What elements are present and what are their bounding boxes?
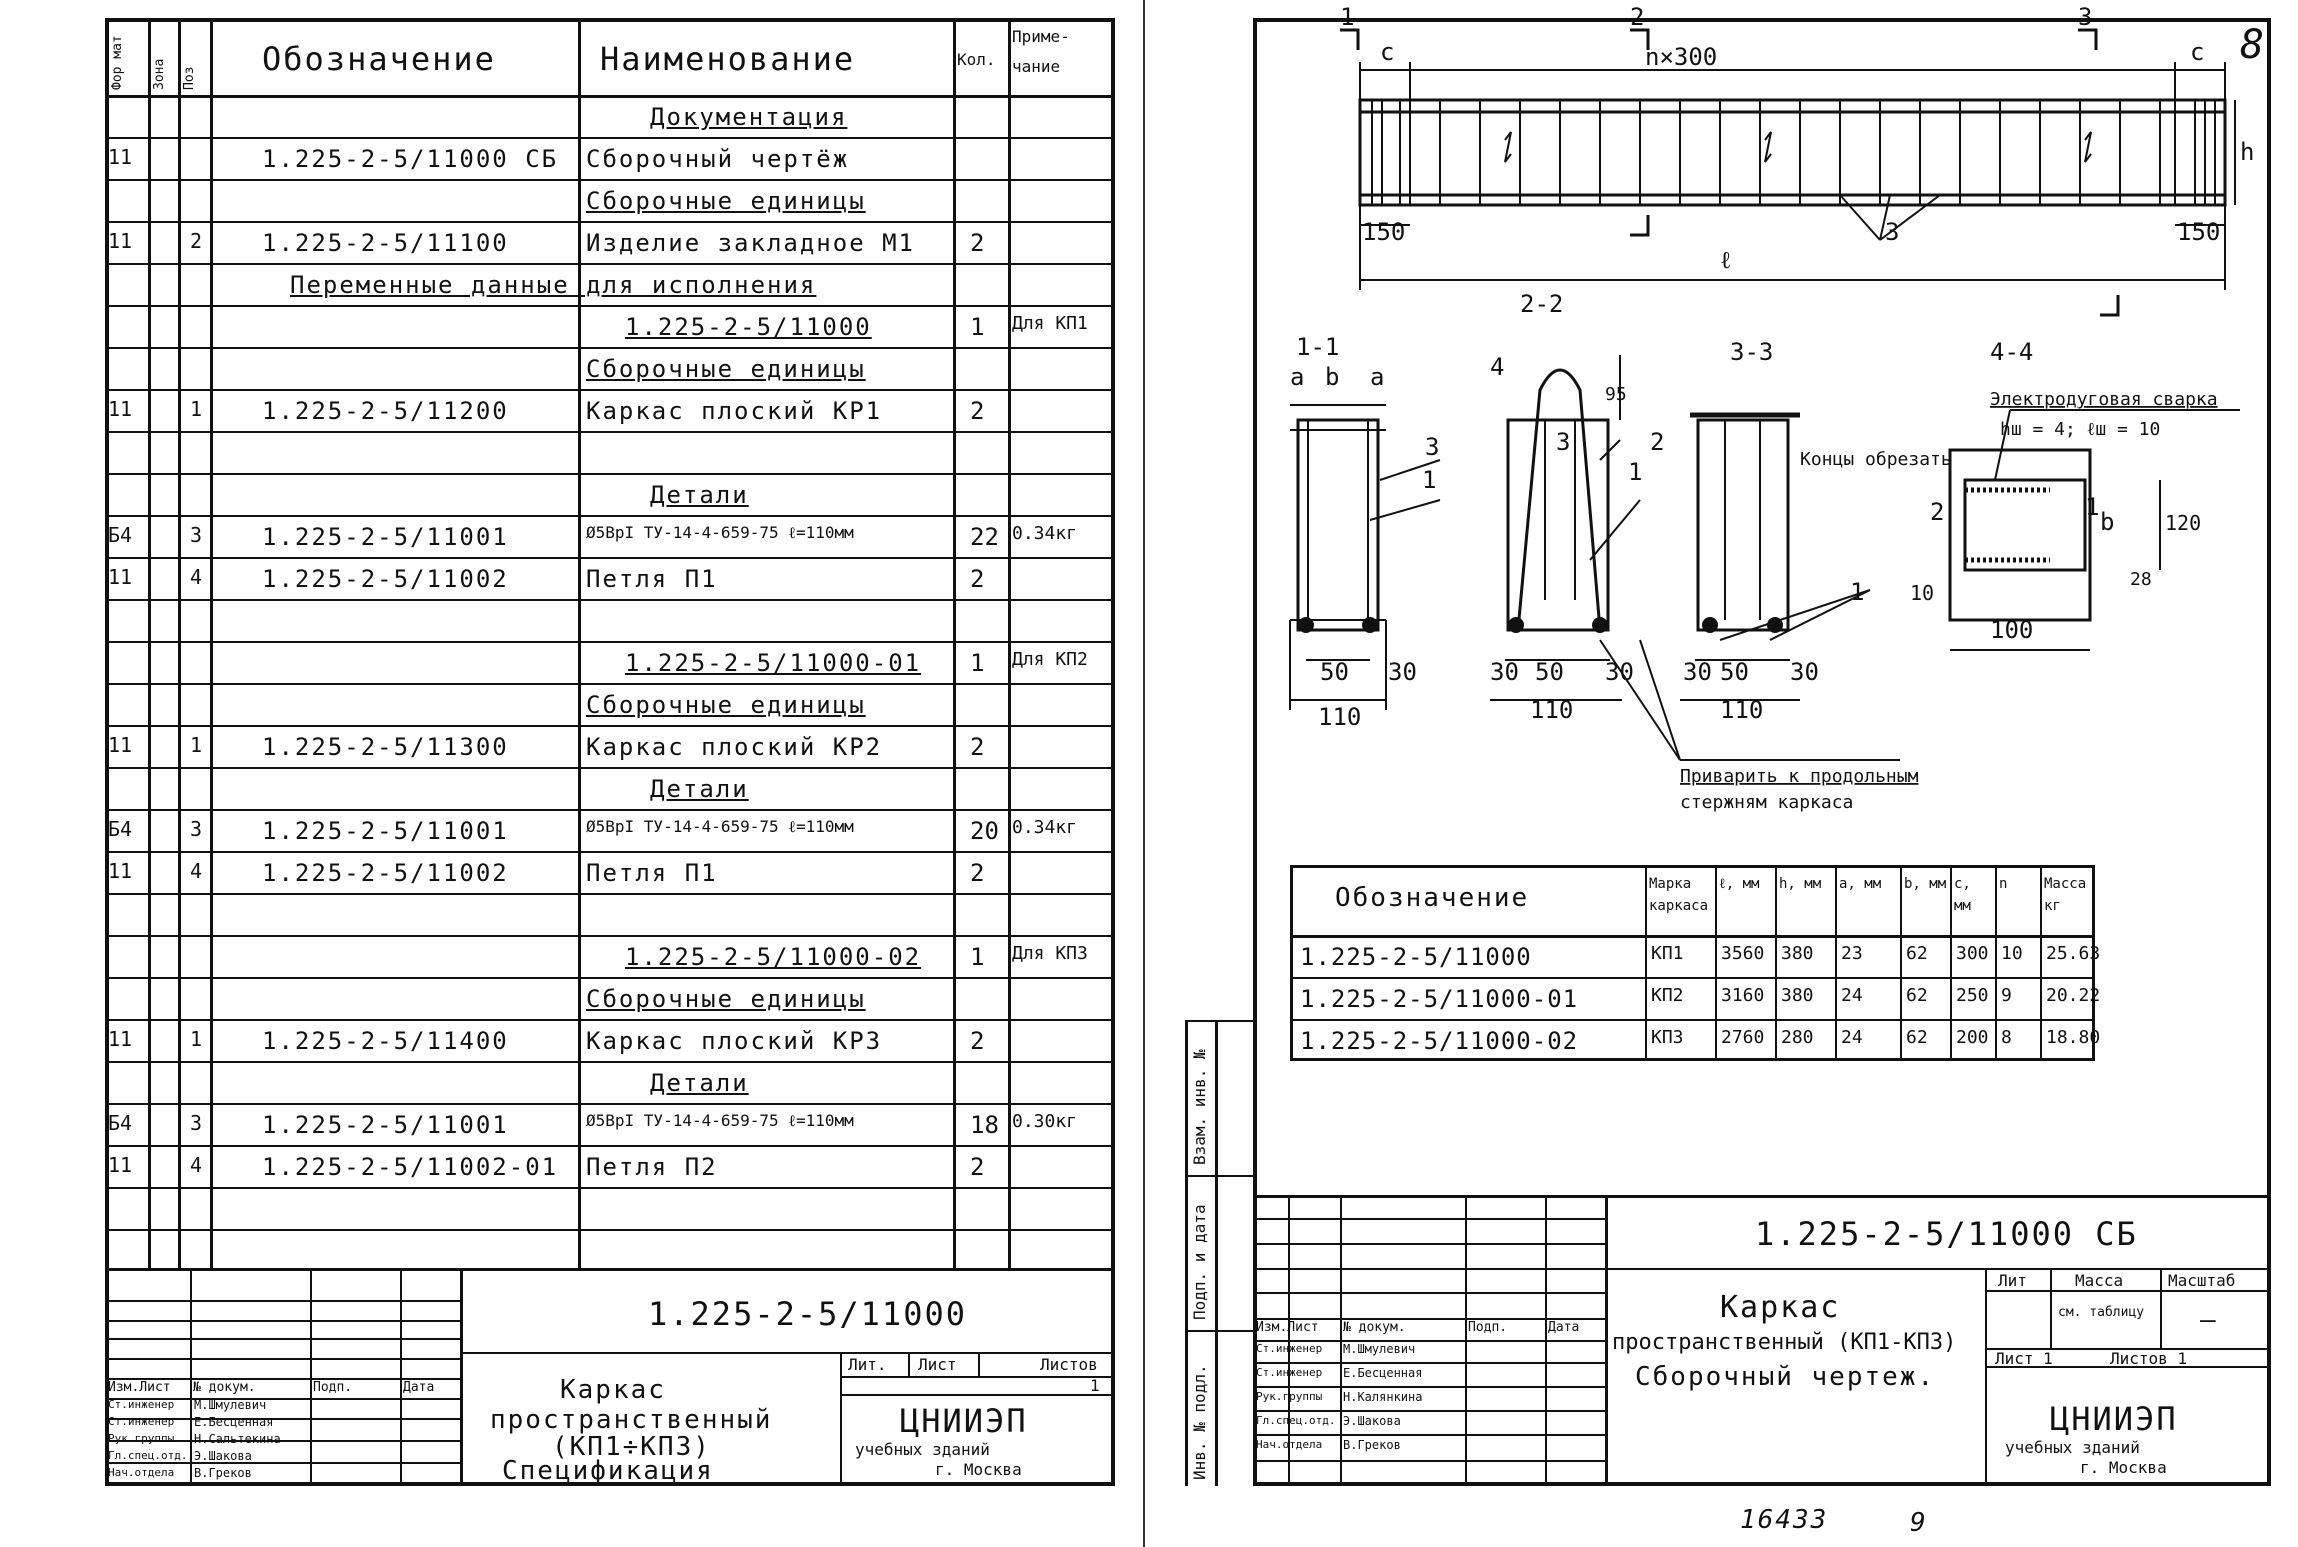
right-stamp-col-header: Дата [1548, 1320, 1580, 1335]
marks-table-designation: 1.225-2-5/11000-02 [1300, 1027, 1579, 1055]
spec-pos: 2 [190, 229, 203, 253]
label-sec2: 2 [1630, 3, 1645, 31]
label-30-c: 30 [1683, 658, 1712, 686]
spec-designation: 1.225-2-5/11001 [262, 817, 509, 845]
right-stamp-role: Рук.группы [1256, 1390, 1323, 1403]
spec-note: 0.34кг [1012, 523, 1078, 544]
weld-note-1: Электродуговая сварка [1990, 389, 2218, 410]
spec-designation: 1.225-2-5/11002 [262, 565, 509, 593]
spec-qty: 2 [970, 229, 985, 257]
left-stamp-role: Нач.отдела [108, 1466, 175, 1479]
spec-pos: 3 [190, 1111, 203, 1135]
right-stamp-person: Э.Шакова [1343, 1414, 1401, 1428]
spec-note: 0.34кг [1012, 817, 1078, 838]
right-stamp-person: В.Греков [1343, 1438, 1401, 1452]
spec-name: Сборочные единицы [586, 187, 866, 215]
marks-table-cell: КП1 [1651, 943, 1684, 964]
label-h: h [2240, 138, 2255, 166]
marks-table-header: Обозначение [1335, 883, 1530, 913]
section-3-3 [1698, 420, 1788, 630]
spec-note: Для КП1 [1012, 313, 1088, 334]
label-l: ℓ [1720, 246, 1732, 274]
label-pos4: 4 [1490, 353, 1505, 381]
spec-qty: 2 [970, 1153, 985, 1181]
right-stamp-person: Н.Калянкина [1343, 1390, 1423, 1404]
left-stamp-person: Е.Бесценная [194, 1415, 274, 1429]
label-section-3-3: 3-3 [1730, 338, 1774, 366]
left-stamp-role: Гл.спец.отд. [108, 1449, 188, 1462]
spec-name: 1.225-2-5/11000-01 [625, 649, 922, 677]
label-50-a: 50 [1320, 658, 1349, 686]
spec-pos: 1 [190, 733, 203, 757]
label-28: 28 [2130, 569, 2152, 590]
marks-table-cell: 24 [1841, 985, 1863, 1006]
spec-name: Каркас плоский КР2 [586, 733, 883, 761]
spec-name: Каркас плоский КР1 [586, 397, 883, 425]
label-b4: b [2100, 508, 2115, 536]
spec-pos: 1 [190, 397, 203, 421]
label-110-a: 110 [1318, 703, 1362, 731]
footer-code: 16433 [1740, 1505, 1829, 1535]
label-n300: n×300 [1645, 43, 1718, 71]
spec-format: 11 [108, 859, 133, 883]
label-30-c2: 30 [1790, 658, 1819, 686]
marks-table-cell: 2760 [1721, 1027, 1765, 1048]
header-designation: Обозначение [262, 40, 496, 78]
right-stamp-scale: Масштаб [2168, 1271, 2236, 1290]
right-stamp-sheet: Лист 1 [1995, 1349, 2053, 1368]
marks-table-header: ℓ, мм [1719, 876, 1760, 892]
spec-name: Петля П1 [586, 859, 718, 887]
right-stamp-col-header: Подп. [1468, 1320, 1508, 1335]
marks-table-cell: 24 [1841, 1027, 1863, 1048]
ends-note: Концы обрезать [1800, 449, 1952, 470]
spec-name: Петля П2 [586, 1153, 718, 1181]
header-pos: Поз [182, 66, 197, 90]
spec-designation: 1.225-2-5/11001 [262, 1111, 509, 1139]
left-stamp-sheets: Листов [1040, 1355, 1098, 1374]
label-a1: a [1290, 363, 1305, 391]
marks-table-cell: 62 [1906, 985, 1928, 1006]
label-a2: a [1370, 363, 1385, 391]
left-stamp-title1: Каркас [560, 1375, 666, 1405]
label-110-b: 110 [1530, 696, 1574, 724]
right-stamp-org1: ЦНИИЭП [2050, 1400, 2178, 1438]
spec-qty: 2 [970, 859, 985, 887]
spec-name: Сборочные единицы [586, 691, 866, 719]
left-stamp-person: Н.Сальтекина [194, 1432, 281, 1446]
marks-table-cell: 200 [1956, 1027, 1989, 1048]
left-stamp-person: Э.Шакова [194, 1449, 252, 1463]
spec-name: Сборочный чертёж [586, 145, 850, 173]
label-10: 10 [1910, 581, 1935, 605]
label-50-c: 50 [1720, 658, 1749, 686]
spec-name: Ø5ВрI ТУ-14-4-659-75 ℓ=110мм [586, 523, 854, 542]
marks-table-cell: 23 [1841, 943, 1863, 964]
spec-format: 11 [108, 1027, 133, 1051]
section-4-4 [1950, 450, 2090, 620]
marks-table-cell: 10 [2001, 943, 2023, 964]
right-stamp-role: Ст.инженер [1256, 1342, 1323, 1355]
section-2-2 [1518, 370, 1600, 630]
label-pos3: 3 [1885, 218, 1900, 246]
label-pos1-a: 1 [1422, 466, 1437, 494]
label-pos1-d: 1 [2085, 493, 2100, 521]
left-stamp-col-header: Подп. [313, 1380, 353, 1395]
left-stamp-role: Рук.группы [108, 1432, 175, 1445]
spec-name: 1.225-2-5/11000 [625, 313, 872, 341]
spec-name: Сборочные единицы [586, 355, 866, 383]
spec-qty: 2 [970, 733, 985, 761]
weld-note-2: hш = 4; ℓш = 10 [2000, 419, 2161, 440]
spec-name: Петля П1 [586, 565, 718, 593]
left-stamp-code: 1.225-2-5/11000 [648, 1295, 967, 1333]
right-stamp-title1: Каркас [1720, 1290, 1841, 1325]
marks-table-header: b, мм [1904, 876, 1947, 892]
marks-table-cell: 380 [1781, 943, 1814, 964]
left-stamp-title2: пространственный [490, 1405, 773, 1435]
marks-table-header: c, мм [1954, 876, 1971, 914]
right-stamp-org3: г. Москва [2080, 1458, 2167, 1477]
right-stamp-role: Гл.спец.отд. [1256, 1414, 1336, 1427]
spec-designation: 1.225-2-5/11200 [262, 397, 509, 425]
marks-table-cell: 62 [1906, 1027, 1928, 1048]
spec-qty: 20 [970, 817, 999, 845]
label-c-right: c [2190, 38, 2205, 66]
marks-table-cell: 8 [2001, 1027, 2012, 1048]
left-stamp-lit: Лит. [848, 1355, 887, 1374]
spec-pos: 4 [190, 859, 203, 883]
marks-table-cell: 20.22 [2046, 985, 2101, 1006]
label-c-left: c [1380, 38, 1395, 66]
label-sec3: 3 [2078, 3, 2093, 31]
label-95: 95 [1605, 384, 1627, 405]
marks-table-cell: КП2 [1651, 985, 1684, 1006]
left-stamp-org2: учебных зданий [855, 1440, 990, 1459]
side-inv2: Взам. инв. № [1190, 1049, 1209, 1165]
weld-attach-1: Приварить к продольным [1680, 766, 1919, 787]
spec-designation: 1.225-2-5/11002-01 [262, 1153, 559, 1181]
marks-table-header: n [1999, 876, 2008, 892]
left-stamp-person: М.Шмулевич [194, 1398, 267, 1412]
spec-designation: 1.225-2-5/11100 [262, 229, 509, 257]
spec-designation: 1.225-2-5/11002 [262, 859, 509, 887]
right-stamp-mass: Масса [2075, 1271, 2124, 1290]
label-50-b: 50 [1535, 658, 1564, 686]
spec-qty: 1 [970, 313, 985, 341]
marks-table-cell: 3560 [1721, 943, 1765, 964]
spec-note: Для КП3 [1012, 943, 1088, 964]
spec-pos: 3 [190, 523, 203, 547]
spec-designation: 1.225-2-5/11400 [262, 1027, 509, 1055]
right-stamp-title2: пространственный (КП1-КП3) [1612, 1330, 1957, 1355]
spec-designation: 1.225-2-5/11000 СБ [262, 145, 559, 173]
marks-table-designation: 1.225-2-5/11000 [1300, 943, 1532, 971]
marks-table-cell: 280 [1781, 1027, 1814, 1048]
marks-table-header: a, мм [1839, 876, 1882, 892]
spec-name: 1.225-2-5/11000-02 [625, 943, 922, 971]
marks-table-header: Марка каркаса [1649, 876, 1709, 914]
spec-name: Переменные данные для исполнения [290, 271, 817, 299]
spec-name: Детали [650, 775, 749, 803]
left-stamp-person: В.Греков [194, 1466, 252, 1480]
label-b1: b [1325, 363, 1340, 391]
spec-designation: 1.225-2-5/11300 [262, 733, 509, 761]
spec-qty: 2 [970, 1027, 985, 1055]
header-name: Наименование [600, 40, 856, 78]
right-stamp-col-header: № докум. [1343, 1320, 1406, 1335]
left-stamp-org1: ЦНИИЭП [900, 1402, 1028, 1440]
left-stamp-sheets-val: 1 [1090, 1376, 1100, 1395]
right-stamp-code: 1.225-2-5/11000 СБ [1755, 1215, 2138, 1253]
spec-format: 11 [108, 229, 133, 253]
left-stamp-col-header: Изм.Лист [108, 1380, 171, 1395]
spec-format: 11 [108, 145, 133, 169]
spec-format: 11 [108, 565, 133, 589]
label-30-b2: 30 [1605, 658, 1634, 686]
label-section-1-1: 1-1 [1296, 333, 1340, 361]
label-pos3-b: 3 [1556, 428, 1571, 456]
spec-name: Детали [650, 1069, 749, 1097]
right-stamp-role: Нач.отдела [1256, 1438, 1323, 1451]
spec-qty: 18 [970, 1111, 999, 1139]
right-stamp-scale-val: — [2200, 1305, 2218, 1335]
weld-attach-2: стержням каркаса [1680, 792, 1854, 813]
spec-pos: 1 [190, 1027, 203, 1051]
spec-note: 0.30кг [1012, 1111, 1078, 1132]
spec-format: Б4 [108, 1111, 133, 1135]
right-stamp-org2: учебных зданий [2005, 1438, 2140, 1457]
spec-format: 11 [108, 397, 133, 421]
marks-table-cell: 3160 [1721, 985, 1765, 1006]
section-1-1 [1298, 420, 1378, 630]
right-stamp-title3: Сборочный чертеж. [1635, 1362, 1936, 1392]
header-qty: Кол. [957, 50, 996, 69]
side-inv: Инв. № подл. [1190, 1364, 1209, 1480]
marks-table-cell: 18.80 [2046, 1027, 2101, 1048]
left-stamp-org3: г. Москва [935, 1460, 1022, 1479]
spec-qty: 1 [970, 649, 985, 677]
left-stamp-col-header: Дата [403, 1380, 435, 1395]
label-30-b: 30 [1490, 658, 1519, 686]
spec-name: Ø5ВрI ТУ-14-4-659-75 ℓ=110мм [586, 1111, 854, 1130]
spec-note: Для КП2 [1012, 649, 1088, 670]
spec-pos: 3 [190, 817, 203, 841]
label-pos1-c: 1 [1850, 578, 1865, 606]
marks-table-cell: 250 [1956, 985, 1989, 1006]
marks-table-cell: 62 [1906, 943, 1928, 964]
footer-page: 9 [1910, 1508, 1928, 1538]
left-stamp-role: Ст.инженер [108, 1398, 175, 1411]
label-100: 100 [1990, 616, 2034, 644]
label-pos3-a: 3 [1425, 433, 1440, 461]
spec-qty: 2 [970, 397, 985, 425]
spec-format: 11 [108, 733, 133, 757]
label-120: 120 [2165, 511, 2202, 535]
header-note: Приме-чание [1012, 27, 1070, 76]
label-pos2: 2 [1650, 428, 1665, 456]
right-stamp-mass-val: см. таблицу [2058, 1305, 2145, 1320]
marks-table-header: Масса кг [2044, 876, 2087, 914]
spec-name: Изделие закладное М1 [586, 229, 915, 257]
label-150b: 150 [2177, 218, 2221, 246]
spec-name: Детали [650, 481, 749, 509]
right-stamp-person: М.Шмулевич [1343, 1342, 1416, 1356]
spec-qty: 2 [970, 565, 985, 593]
sheet-number: 8 [2240, 22, 2267, 68]
left-stamp-title3: (КП1÷КП3) [552, 1432, 711, 1462]
label-section-4-4: 4-4 [1990, 338, 2034, 366]
spec-format: Б4 [108, 523, 133, 547]
spec-name: Ø5ВрI ТУ-14-4-659-75 ℓ=110мм [586, 817, 854, 836]
right-stamp-col-header: Изм.Лист [1256, 1320, 1319, 1335]
spec-name: Каркас плоский КР3 [586, 1027, 883, 1055]
marks-table-header: h, мм [1779, 876, 1822, 892]
spec-qty: 1 [970, 943, 985, 971]
right-stamp-lit: Лит [1998, 1271, 2027, 1290]
label-30-a: 30 [1388, 658, 1417, 686]
frame-elevation [1360, 100, 2225, 205]
left-stamp-sheet: Лист [918, 1355, 957, 1374]
right-stamp-person: Е.Бесценная [1343, 1366, 1423, 1380]
label-pos1-b: 1 [1628, 458, 1643, 486]
spec-designation: 1.225-2-5/11001 [262, 523, 509, 551]
spec-qty: 22 [970, 523, 999, 551]
marks-table-cell: 380 [1781, 985, 1814, 1006]
spec-pos: 4 [190, 1153, 203, 1177]
left-stamp-title4: Спецификация [502, 1456, 714, 1486]
left-stamp-col-header: № докум. [193, 1380, 256, 1395]
marks-table-cell: 300 [1956, 943, 1989, 964]
right-stamp-sheets: Листов 1 [2110, 1349, 2188, 1368]
label-section-2-2: 2-2 [1520, 290, 1564, 318]
label-110-c: 110 [1720, 696, 1764, 724]
spec-name: Сборочные единицы [586, 985, 866, 1013]
marks-table-cell: КП3 [1651, 1027, 1684, 1048]
marks-table-cell: 25.63 [2046, 943, 2101, 964]
left-stamp-role: Ст.инженер [108, 1415, 175, 1428]
header-format: Фор мат [110, 35, 125, 90]
spec-format: 11 [108, 1153, 133, 1177]
right-stamp-role: Ст.инженер [1256, 1366, 1323, 1379]
label-pos2-b: 2 [1930, 498, 1945, 526]
spec-pos: 4 [190, 565, 203, 589]
header-zone: Зона [152, 58, 167, 90]
spec-name: Документация [650, 103, 848, 131]
spec-format: Б4 [108, 817, 133, 841]
marks-table-designation: 1.225-2-5/11000-01 [1300, 985, 1579, 1013]
side-sign: Подп. и дата [1190, 1204, 1209, 1320]
marks-table-cell: 9 [2001, 985, 2012, 1006]
label-150a: 150 [1362, 218, 1406, 246]
label-sec1: 1 [1340, 3, 1355, 31]
